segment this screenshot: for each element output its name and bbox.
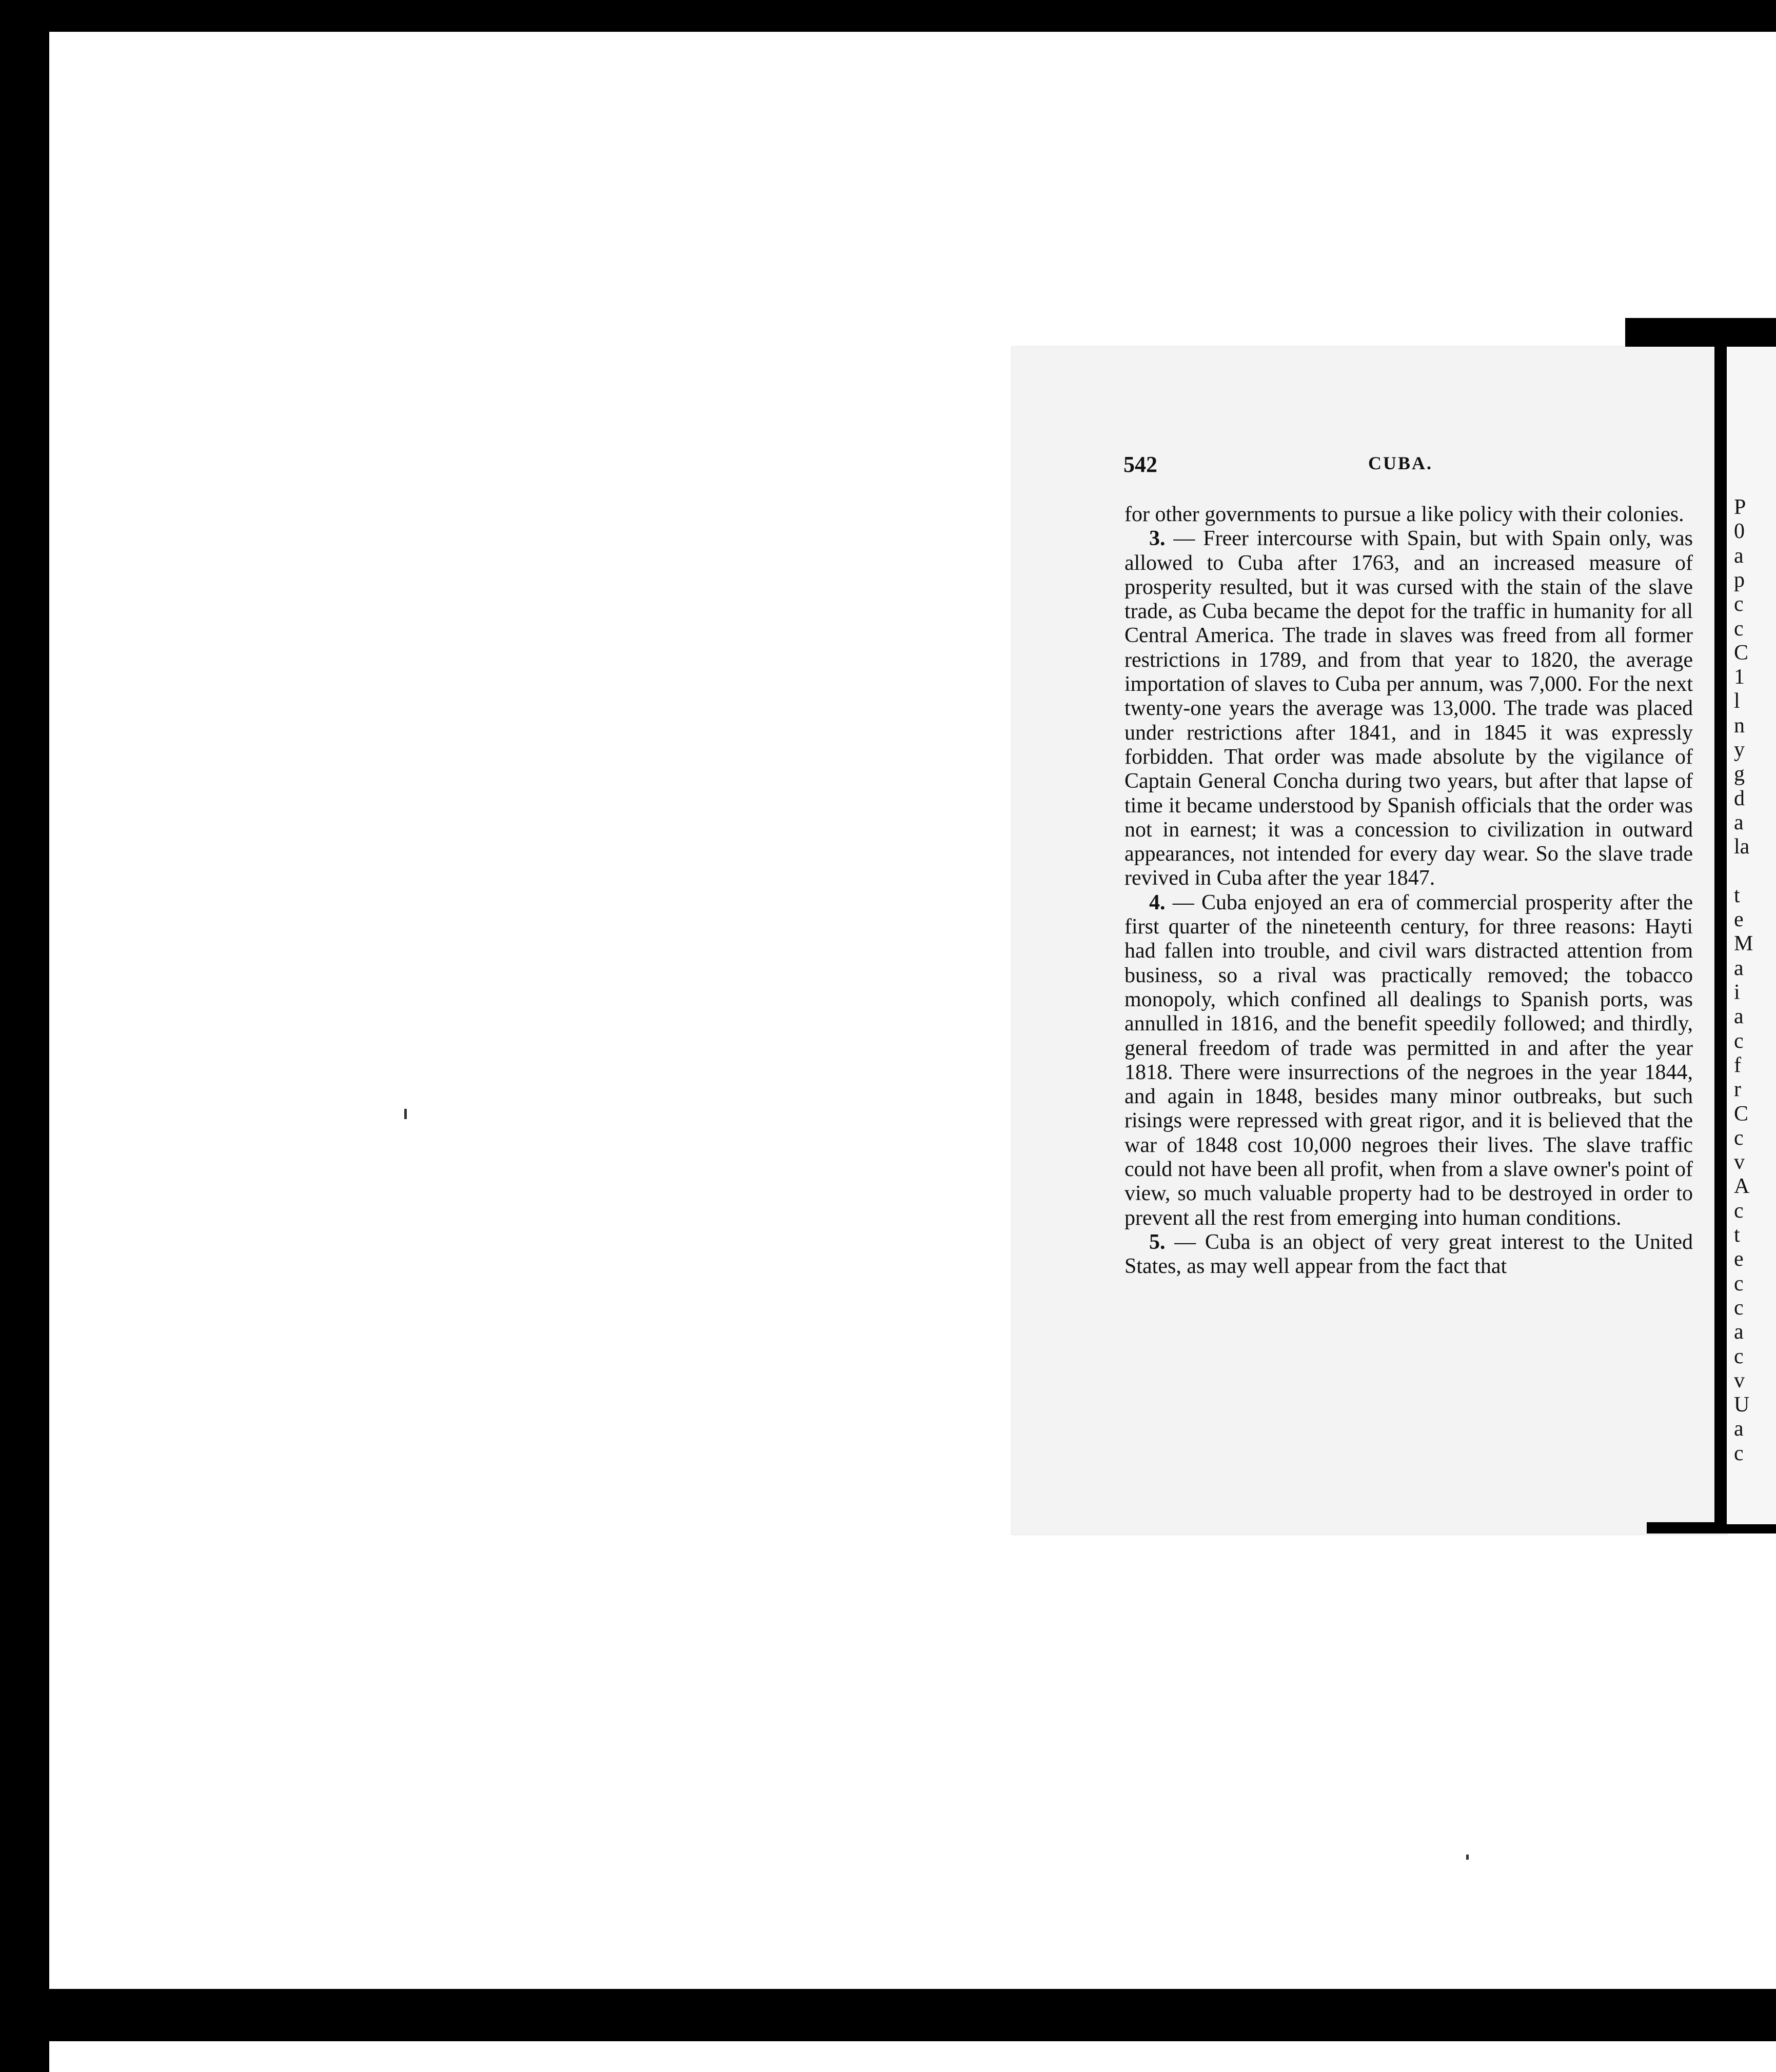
page-number: 542 bbox=[1123, 452, 1157, 477]
facing-page-char: c bbox=[1734, 1271, 1744, 1296]
facing-page-char: A bbox=[1734, 1174, 1750, 1199]
facing-page-char: p bbox=[1734, 568, 1745, 592]
scan-speck bbox=[404, 1109, 407, 1119]
facing-page-char: c bbox=[1734, 616, 1744, 641]
book-spine bbox=[1714, 347, 1727, 1524]
facing-page-char: M bbox=[1734, 932, 1753, 956]
facing-page-char: v bbox=[1734, 1368, 1745, 1392]
facing-page-char: a bbox=[1734, 1320, 1744, 1344]
facing-page-char: a bbox=[1734, 1417, 1744, 1441]
paragraph-text: — Cuba is an object of very great interest to the United States, as may well appear from the fact that bbox=[1124, 1230, 1693, 1279]
facing-page-char: g bbox=[1734, 762, 1745, 786]
scan-border-left bbox=[0, 0, 49, 2072]
paragraph-4 bbox=[1124, 891, 1693, 1230]
paragraph-number: 5. bbox=[1149, 1230, 1166, 1254]
facing-page-char: c bbox=[1734, 1126, 1744, 1150]
facing-page-char: c bbox=[1734, 1296, 1744, 1320]
running-head: CUBA. bbox=[1368, 453, 1433, 473]
facing-page-char: d bbox=[1734, 786, 1745, 810]
facing-page-char: 0 bbox=[1734, 520, 1745, 544]
facing-page-edge bbox=[1727, 347, 1776, 1524]
facing-page-char: a bbox=[1734, 544, 1744, 568]
facing-page-char: c bbox=[1734, 1029, 1744, 1053]
scan-border-bottom bbox=[0, 1989, 1776, 2041]
facing-page-char: c bbox=[1734, 1441, 1744, 1465]
paragraph-continuation bbox=[1124, 503, 1693, 527]
paragraph-text: — Cuba enjoyed an era of commercial prosperity after the first quarter of the nineteenth century, for three reasons: Hayti had fallen into trouble, and civil wars distracted attention from business, so a rival was practically removed; the tobacco monopoly, which confined all dealings to Spanish ports, was annulled in 1816, and the benefit speedily followed; and thirdly, general freedom of trade was permitted in and after the year 1818. There were insurrections of the negroes in the year 1844, and again in 1848, besides many minor outbreaks, but such risings were repressed with great rigor, and it is believed that the war of 1848 cost 10,000 negroes their lives. The slave traffic could not have been all profit, when from a slave owner's point of view, so much valuable property had to be destroyed in order to prevent all the rest from emerging into human conditions. bbox=[1124, 890, 1693, 1230]
scan-border-top bbox=[0, 0, 1776, 32]
paragraph-number: 4. bbox=[1149, 890, 1166, 914]
facing-page-char: e bbox=[1734, 1247, 1744, 1271]
facing-page-char: c bbox=[1734, 1199, 1744, 1223]
facing-page-char: la bbox=[1734, 835, 1750, 859]
facing-page-char: c bbox=[1734, 592, 1744, 616]
facing-page-char: c bbox=[1734, 1344, 1744, 1368]
facing-page-char: 1 bbox=[1734, 665, 1745, 689]
facing-page-char: f bbox=[1734, 1053, 1741, 1077]
facing-page-char: C bbox=[1734, 1102, 1749, 1126]
facing-page-char: a bbox=[1734, 1005, 1744, 1029]
facing-page-char: v bbox=[1734, 1150, 1745, 1174]
body-text bbox=[1124, 503, 1693, 1279]
paragraph-5 bbox=[1124, 1230, 1693, 1279]
facing-page-shadow bbox=[1625, 318, 1776, 347]
scan-speck bbox=[1466, 1855, 1469, 1860]
facing-page-char: C bbox=[1734, 641, 1749, 665]
paragraph-3 bbox=[1124, 527, 1693, 890]
facing-page-char: y bbox=[1734, 738, 1745, 762]
paragraph-text: — Freer intercourse with Spain, but with Spain only, was allowed to Cuba after 1763, and an increased measure of prosperity resulted, but it was cursed with the stain of the slave trade, as Cuba became the depot for the traffic in humanity for all Central America. The trade in slaves was freed from all former restrictions in 1789, and from that year to 1820, the average importation of slaves to Cuba per annum, was 7,000. For the next twenty-one years the average was 13,000. The trade was placed under restrictions after 1841, and in 1845 it was expressly forbidden. That order was made absolute by the vigilance of Captain General Concha during two years, but after that lapse of time it became understood by Spanish officials that the order was not in earnest; it was a concession to civilization in outward appearances, not intended for every day wear. So the slave trade revived in Cuba after the year 1847. bbox=[1124, 527, 1693, 890]
facing-page-char: U bbox=[1734, 1393, 1750, 1417]
paragraph-number: 3. bbox=[1149, 527, 1166, 551]
facing-page-char: a bbox=[1734, 956, 1744, 980]
facing-page-char: r bbox=[1734, 1078, 1741, 1102]
facing-page-char: P bbox=[1734, 495, 1746, 519]
facing-page-char: a bbox=[1734, 810, 1744, 834]
facing-page-char: t bbox=[1734, 1223, 1740, 1247]
facing-page-char: l bbox=[1734, 689, 1740, 713]
facing-page-char: t bbox=[1734, 883, 1740, 907]
page-header bbox=[1123, 451, 1698, 482]
facing-page-char: i bbox=[1734, 981, 1740, 1004]
facing-page-char: n bbox=[1734, 713, 1745, 738]
facing-page-char: e bbox=[1734, 908, 1744, 932]
paragraph-text: for other governments to pursue a like policy with their colonies. bbox=[1124, 503, 1684, 526]
